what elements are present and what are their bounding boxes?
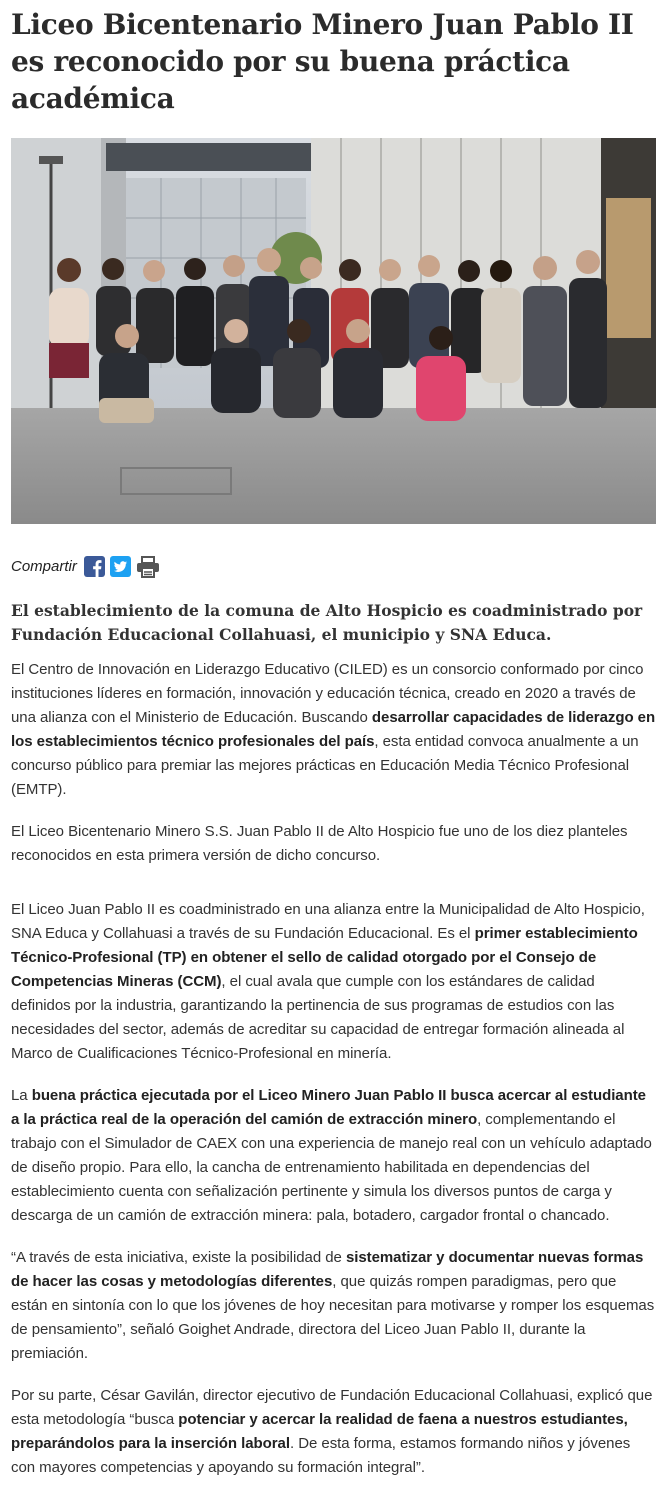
bold-text: buena práctica ejecutada por el Liceo Minero Juan Pablo II busca acercar al estudiante a la práctica real de la operación del camión de extracción minero: [11, 1087, 646, 1128]
text-run: La: [11, 1087, 32, 1104]
paragraph-2: [11, 820, 656, 868]
text-run: . De esta forma, estamos formando niños y jóvenes con mayores competencias y apoyando su formación integral”.: [11, 1435, 631, 1476]
bold-text: desarrollar capacidades de liderazgo en los establecimientos técnico profesionales del país: [11, 709, 656, 750]
article-lead: El establecimiento de la comuna de Alto Hospicio es coadministrado por Fundación Educacional Collahuasi, el municipio y SNA Educa.: [11, 601, 643, 644]
text-run: Por su parte, César Gavilán, director ejecutivo de Fundación Educacional Collahuasi, explicó que esta metodología “busca: [11, 1387, 653, 1428]
share-bar: [11, 552, 165, 580]
paragraph-1: [11, 658, 656, 802]
text-run: El Liceo Juan Pablo II es coadministrado en una alianza entre la Municipalidad de Alto Hospicio, SNA Educa y Collahuasi a través de su Fundación Educacional. Es el: [11, 901, 645, 942]
paragraph-6: [11, 1384, 656, 1480]
paragraph-3: [11, 898, 656, 1066]
article: [11, 0, 656, 1476]
twitter-icon[interactable]: [110, 556, 131, 577]
share-label: Compartir: [11, 557, 77, 575]
text-run: El Centro de Innovación en Liderazgo Educativo (CILED) es un consorcio conformado por cinco instituciones líderes en formación, innovación y educación técnica, creado en 2020 a través de una alianza con el Ministerio de Educación. Buscando: [11, 661, 644, 726]
paragraph-5: [11, 1246, 656, 1366]
bold-text: potenciar y acercar la realidad de faena a nuestros estudiantes, preparándolos para la inserción laboral: [11, 1411, 628, 1452]
text-run: , el cual avala que cumple con los estándares de calidad definidos por la industria, garantizando la pertinencia de sus programas de estudios con las necesidades del sector, además de acreditar su capacidad de entregar formación alineada al Marco de Cualificaciones Técnico-Profesional en minería.: [11, 973, 625, 1062]
group-photo-image: [11, 138, 656, 524]
bold-text: sistematizar y documentar nuevas formas de hacer las cosas y metodologías diferentes: [11, 1249, 644, 1290]
article-body: [11, 658, 656, 1498]
facebook-icon[interactable]: [84, 556, 105, 577]
text-run: , esta entidad convoca anualmente a un concurso público para premiar las mejores prácticas en Educación Media Técnico Profesional (EMTP).: [11, 733, 639, 798]
text-run: “A través de esta iniciativa, existe la posibilidad de: [11, 1249, 346, 1266]
article-photo: [11, 138, 656, 524]
text-run: , complementando el trabajo con el Simulador de CAEX con una experiencia de manejo real con un vehículo adaptado de diseño propio. Para ello, la cancha de entrenamiento habilitada en dependencias del establecimiento cuenta con señalización pertinente y simula los diversos puntos de carga y descarga de un camión de extracción minera: pala, botadero, cargador frontal o chancado.: [11, 1111, 652, 1224]
print-icon[interactable]: [136, 556, 160, 577]
bold-text: primer establecimiento Técnico-Profesional (TP) en obtener el sello de calidad otorgado por el Consejo de Competencias Mineras (CCM): [11, 925, 638, 990]
text-run: , que quizás rompen paradigmas, pero que están en sintonía con lo que los jóvenes de hoy necesitan para motivarse y romper los esquemas de pensamiento”, señaló Goighet Andrade, directora del Liceo Juan Pablo II, durante la premiación.: [11, 1273, 655, 1362]
paragraph-4: [11, 1084, 656, 1228]
text-run: El Liceo Bicentenario Minero S.S. Juan Pablo II de Alto Hospicio fue uno de los diez planteles reconocidos en esta primera versión de dicho concurso.: [11, 823, 628, 864]
article-title: Liceo Bicentenario Minero Juan Pablo II es reconocido por su buena práctica académica: [11, 8, 634, 115]
